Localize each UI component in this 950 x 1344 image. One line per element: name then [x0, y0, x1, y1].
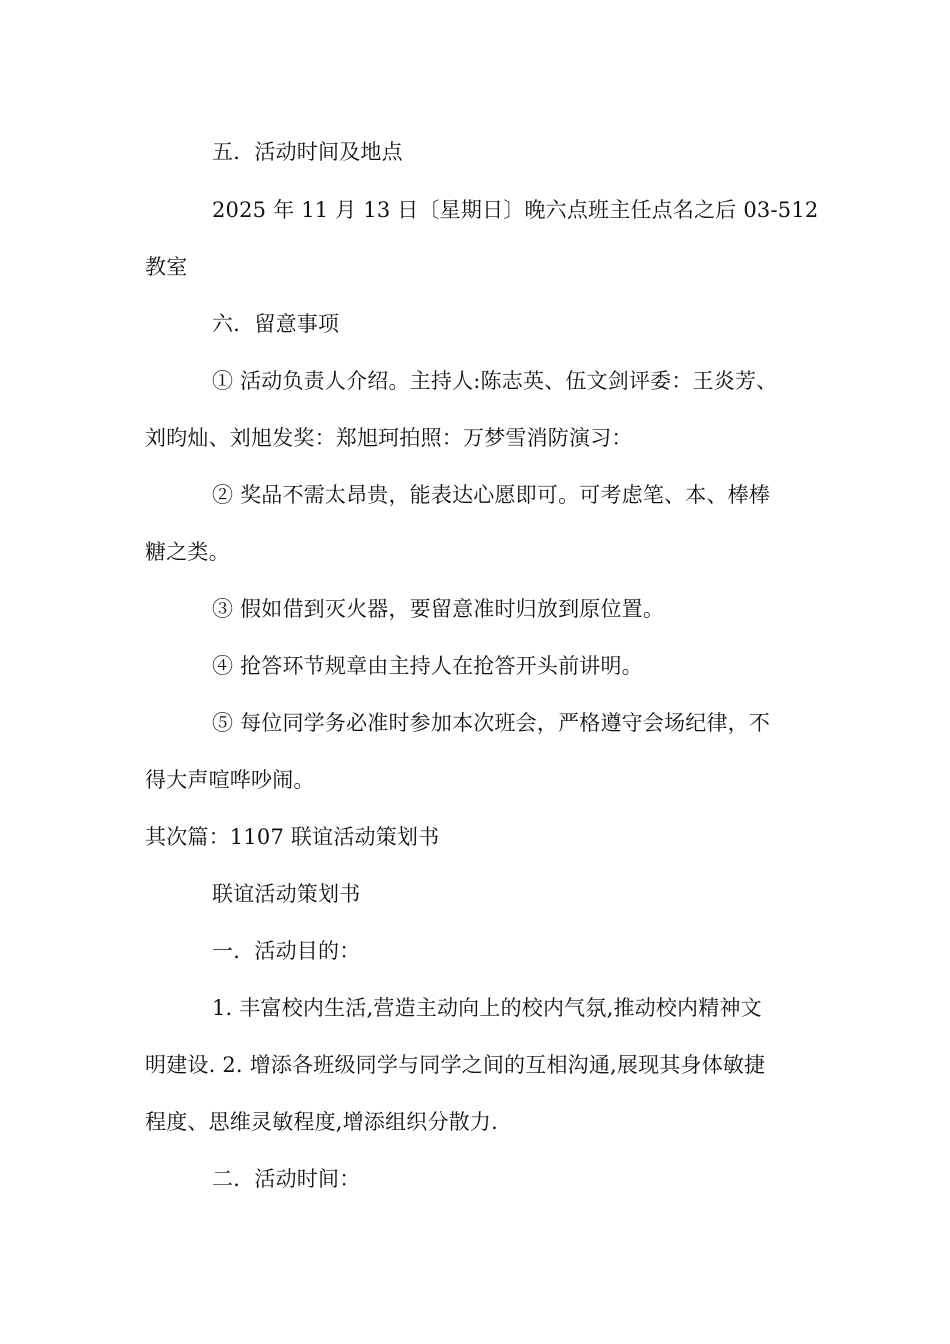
section6-item2-line1: ② 奖品不需太昂贵，能表达心愿即可。可考虑笔、本、棒棒 [212, 483, 771, 507]
section6-item1-line2: 刘昀灿、刘旭发奖：郑旭珂拍照：万梦雪消防演习： [145, 426, 633, 450]
section6-item5-line1: ⑤ 每位同学务必准时参加本次班会，严格遵守会场纪律，不 [212, 711, 771, 735]
purpose-line2: 明建设. 2. 增添各班级同学与同学之间的互相沟通,展现其身体敏捷 [145, 1053, 766, 1077]
section6-item2-line2: 糖之类。 [145, 540, 230, 564]
purpose-line3: 程度、思维灵敏程度,增添组织分散力. [145, 1110, 498, 1134]
section5-body-line1: 2025 年 11 月 13 日〔星期日〕晚六点班主任点名之后 03-512 [212, 198, 819, 222]
part2-heading2: 二．活动时间： [212, 1167, 361, 1191]
purpose-line1: 1. 丰富校内生活,营造主动向上的校内气氛,推动校内精神文 [212, 996, 762, 1020]
part2-heading1: 一．活动目的： [212, 939, 361, 963]
section6-item1-line1: ① 活动负责人介绍。主持人:陈志英、伍文剑评委：王炎芳、 [212, 369, 778, 393]
section6-heading: 六．留意事项 [212, 312, 340, 336]
part2-subtitle: 联谊活动策划书 [212, 882, 361, 906]
section5-heading: 五．活动时间及地点 [212, 140, 403, 164]
section6-item4: ④ 抢答环节规章由主持人在抢答开头前讲明。 [212, 654, 643, 678]
section5-body-line2: 教室 [145, 255, 188, 279]
part2-title: 其次篇：1107 联谊活动策划书 [145, 825, 440, 849]
section6-item5-line2: 得大声喧哗吵闹。 [145, 768, 315, 792]
section6-item3: ③ 假如借到灭火器，要留意准时归放到原位置。 [212, 597, 665, 621]
